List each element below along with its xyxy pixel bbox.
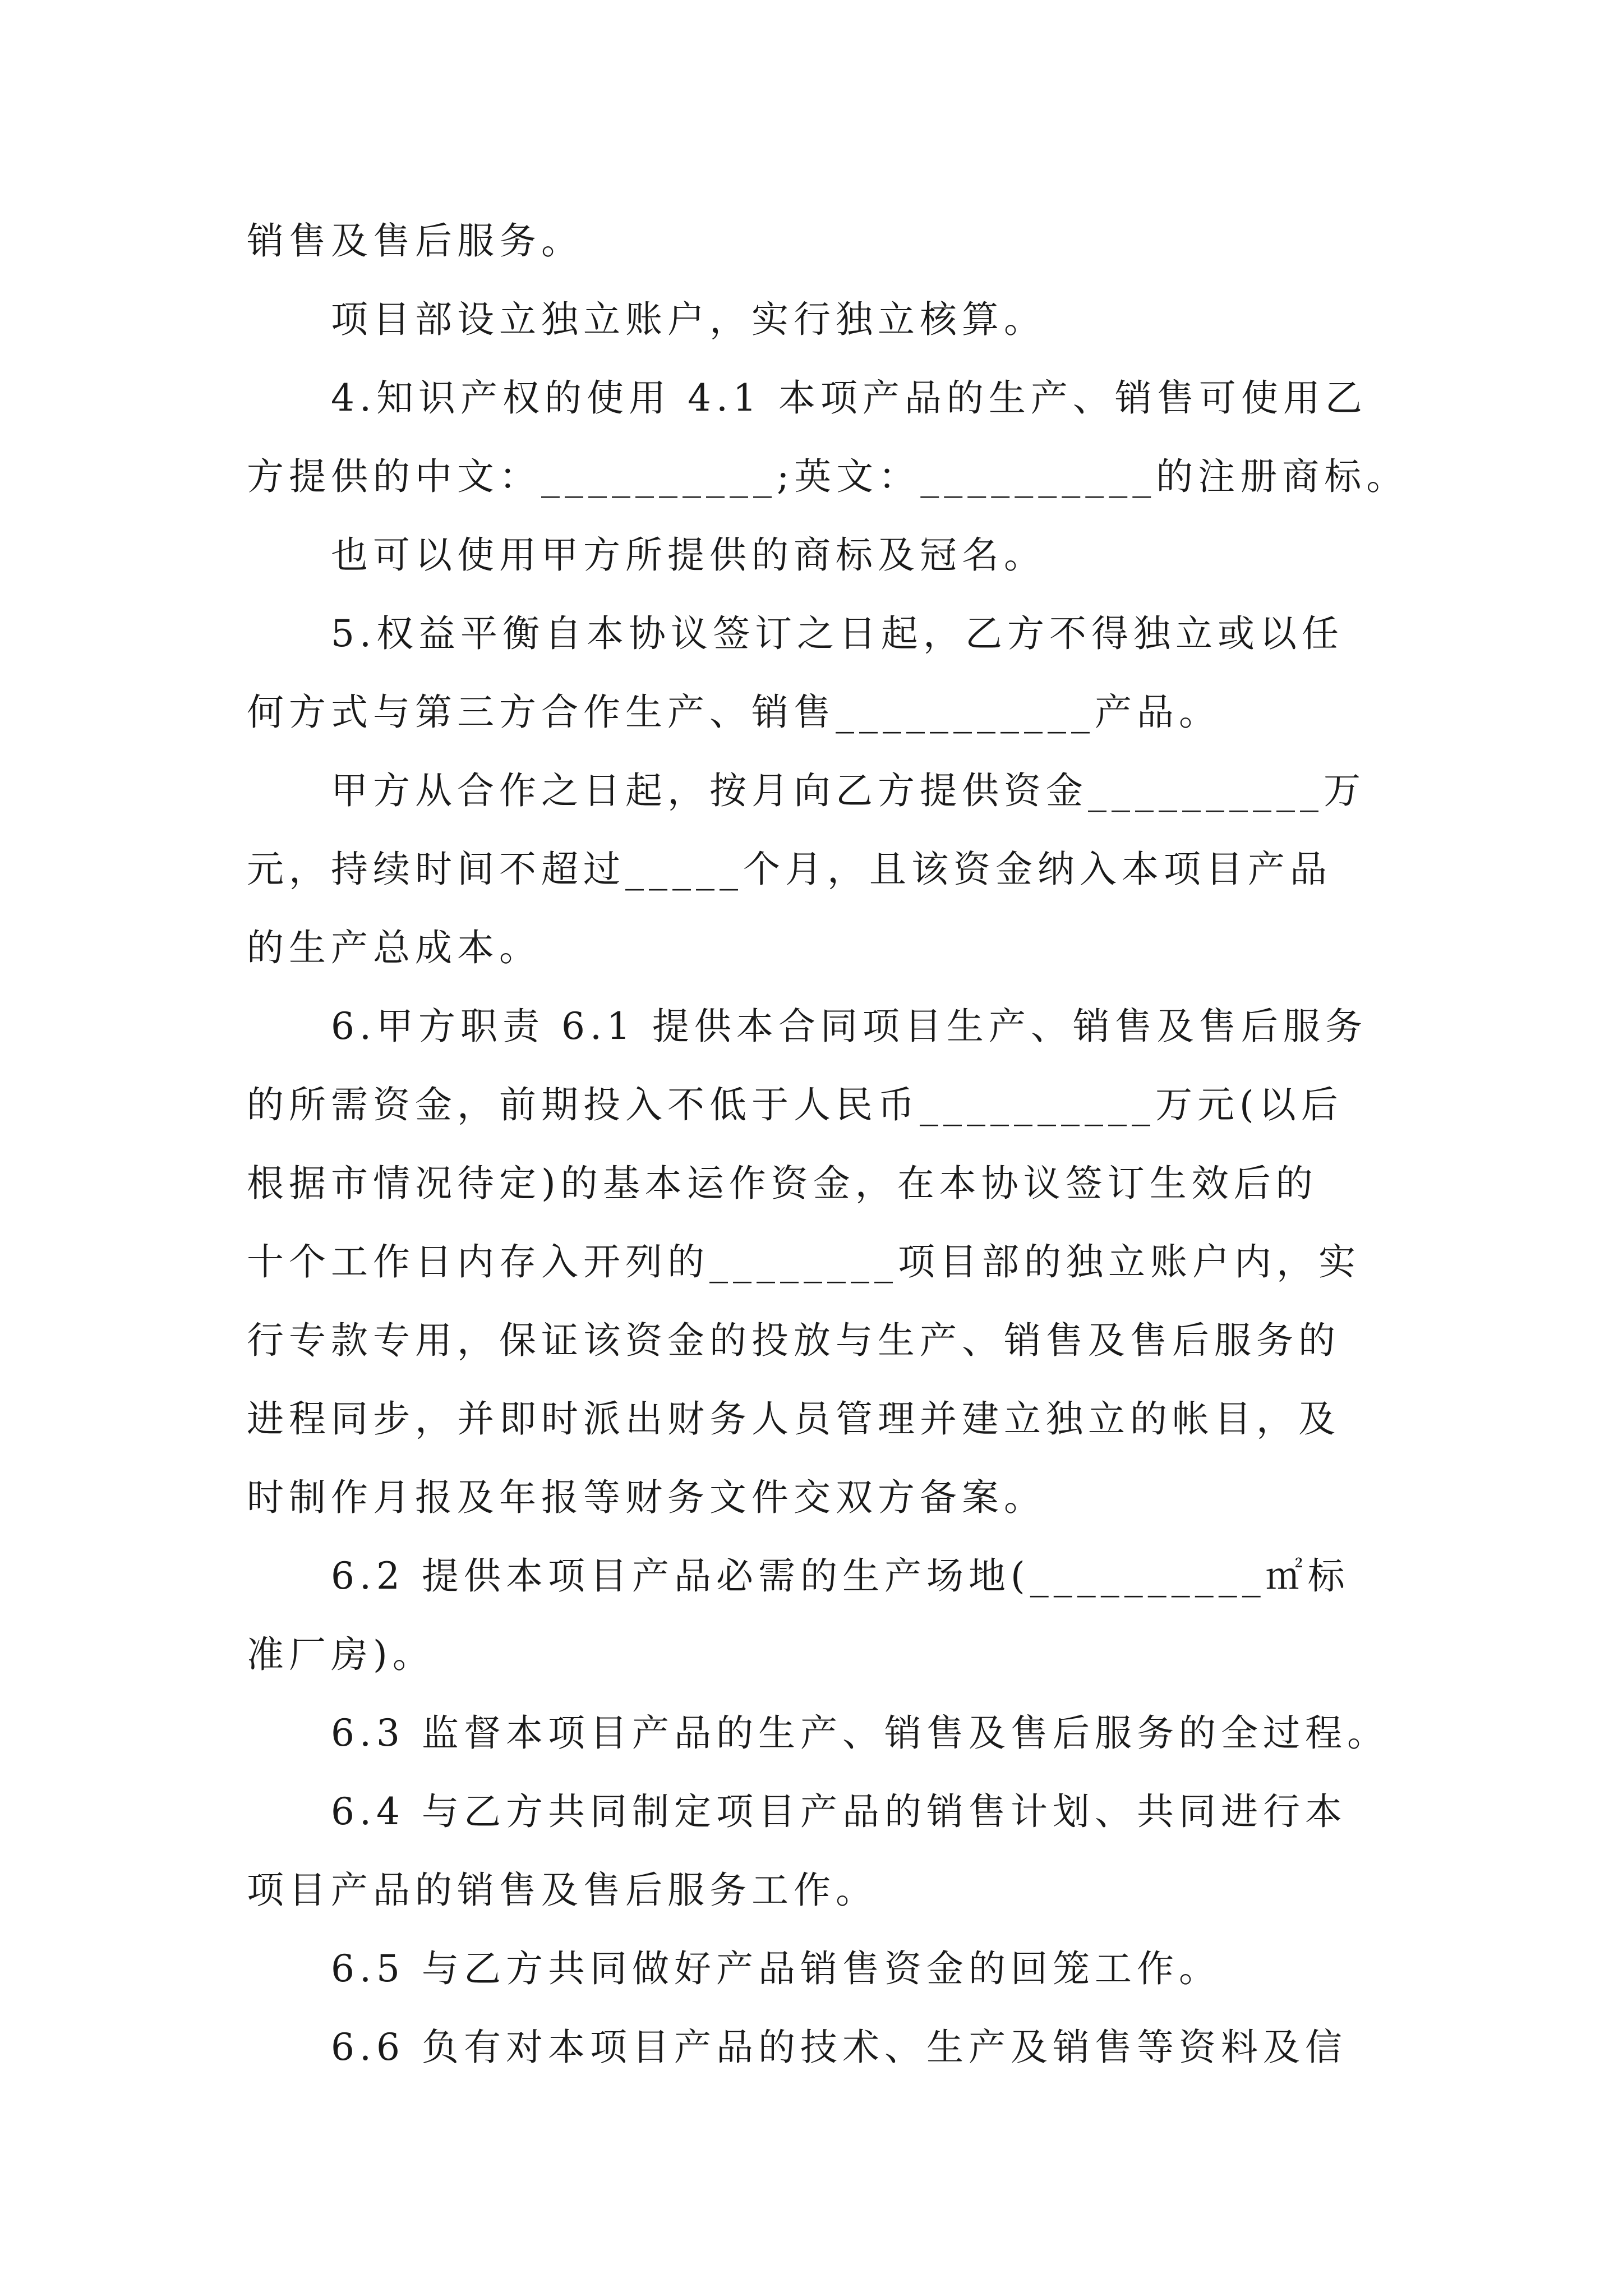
text-line: 项目产品的销售及售后服务工作。	[247, 1869, 878, 1912]
text-line: 根据市情况待定)的基本运作资金，在本协议签订生效后的	[247, 1162, 1318, 1205]
text-line: 甲方从合作之日起，按月向乙方提供资金__________万	[331, 769, 1366, 812]
text-line: 项目部设立独立账户，实行独立核算。	[331, 298, 1046, 341]
text-line: 方提供的中文：__________;英文：__________的注册商标。	[247, 455, 1409, 498]
text-line: 6.5 与乙方共同做好产品销售资金的回笼工作。	[331, 1947, 1221, 1990]
text-line: 6.2 提供本项目产品必需的生产场地(__________㎡标	[331, 1554, 1350, 1598]
text-line: 行专款专用，保证该资金的投放与生产、销售及售后服务的	[247, 1319, 1340, 1362]
text-line: 十个工作日内存入开列的________项目部的独立账户内，实	[247, 1240, 1361, 1283]
text-line: 5.权益平衡自本协议签订之日起，乙方不得独立或以任	[331, 612, 1344, 655]
text-line: 6.6 负有对本项目产品的技术、生产及销售等资料及信	[331, 2026, 1347, 2069]
text-line: 准厂房)。	[247, 1633, 435, 1676]
text-line: 的所需资金，前期投入不低于人民币__________万元(以后	[247, 1083, 1343, 1126]
text-line: 6.4 与乙方共同制定项目产品的销售计划、共同进行本	[331, 1790, 1347, 1833]
text-line: 何方式与第三方合作生产、销售___________产品。	[247, 691, 1221, 734]
text-line: 时制作月报及年报等财务文件交双方备案。	[247, 1476, 1046, 1519]
text-line: 也可以使用甲方所提供的商标及冠名。	[331, 533, 1046, 577]
document-body	[247, 202, 1409, 2087]
text-line: 6.甲方职责 6.1 提供本合同项目生产、销售及售后服务	[331, 1005, 1367, 1048]
text-line: 销售及售后服务。	[247, 219, 583, 263]
text-line: 元，持续时间不超过_____个月，且该资金纳入本项目产品	[247, 848, 1332, 891]
text-line: 4.知识产权的使用 4.1 本项产品的生产、销售可使用乙	[331, 376, 1367, 420]
text-line: 的生产总成本。	[247, 926, 541, 969]
text-line: 进程同步，并即时派出财务人员管理并建立独立的帐目，及	[247, 1397, 1340, 1441]
text-line: 6.3 监督本项目产品的生产、销售及售后服务的全过程。	[331, 1711, 1389, 1755]
